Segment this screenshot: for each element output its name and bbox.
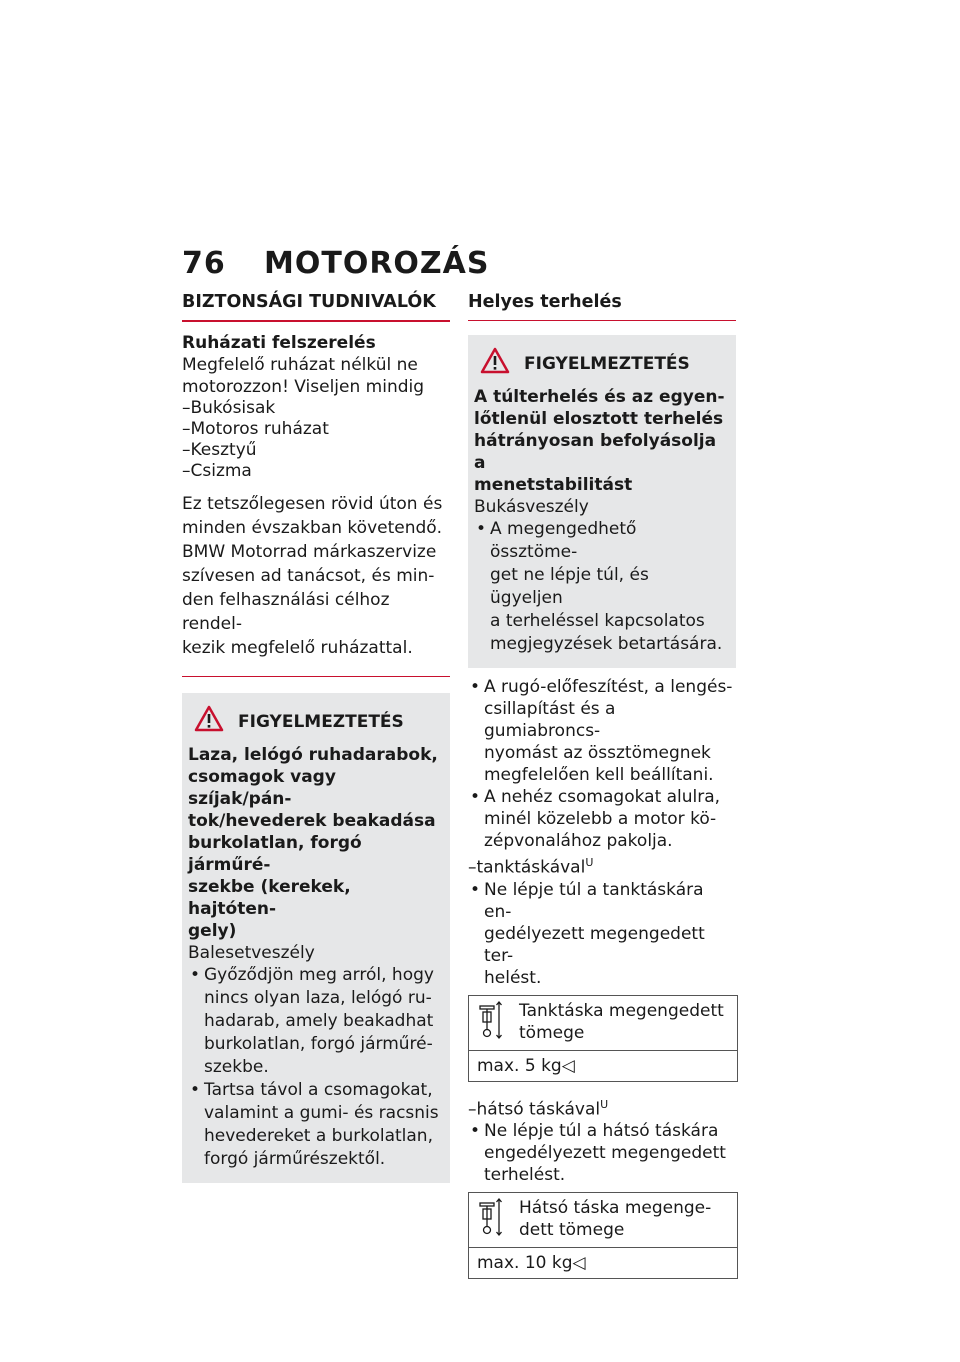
rear-bullets [468,1120,736,1186]
list-item [468,1120,736,1186]
bullet-line: szekbe. [204,1057,269,1077]
bullet-line: zépvonalához pakolja. [484,831,673,851]
dash-item: –Motoros ruházat [182,419,329,439]
warning-label: FIGYELMEZTETÉS [524,353,690,374]
dash-item-rear [468,1094,736,1121]
warning-text: A túlterhelés és az egyen- [474,387,725,407]
dash-item: –Kesztyű [182,440,257,460]
dash-item: –Csizma [182,461,252,481]
warning-text: Laza, lelógó ruhadarabok, [188,745,438,765]
warning-label: FIGYELMEZTETÉS [238,711,404,732]
spec-value: max. 5 kg◁ [477,1055,575,1076]
page-number: 76 [182,246,226,281]
dash-item-tank [468,852,736,879]
optional-mark: U [585,856,594,869]
bullet-line: • Ne lépje túl a hátsó táskára [484,1121,719,1142]
bullet-line: gedélyezett megengedett ter- [484,923,705,966]
section-title-safety: BIZTONSÁGI TUDNIVALÓK [182,292,450,322]
spec-label [519,1197,711,1241]
spec-header [469,1193,737,1248]
right-column [468,292,736,1279]
warning-text: burkolatlan, forgó járműré- [188,833,362,875]
bullet-line: • A megengedhető össztöme- [490,519,637,562]
bullet-line: csillapítást és a gumiabroncs- [484,699,616,741]
bullet-line: valamint a gumi- és racsnis [204,1103,439,1123]
spec-label [519,1000,724,1044]
dash-text: –tanktáskával [468,857,586,878]
weight-icon [477,1000,503,1044]
warning-header [474,347,726,380]
subhead-clothing: Ruházati felszerelés [182,333,376,353]
spec-box-rear [468,1192,738,1279]
bullet-line: • A nehéz csomagokat alulra, [484,787,721,807]
intro-line: motorozzon! Viseljen mindig [182,377,425,397]
list-item [468,676,736,786]
para-line: szívesen ad tanácsot, és min- [182,566,435,586]
warning-triangle-icon [480,347,510,380]
list-item [468,879,736,989]
bullet-line: get ne lépje túl, és ügyeljen [490,565,649,608]
bullet-line: • Tartsa távol a csomagokat, [204,1080,433,1100]
dash-text: –hátsó táskával [468,1099,601,1120]
list-item [468,786,736,852]
para-line: den felhasználási célhoz rendel- [182,590,390,634]
warning-header [188,705,440,738]
para-line: Ez tetszőlegesen rövid úton és [182,494,443,514]
spec-label-line: Hátsó táska megenge- [519,1198,712,1219]
warning-bullets [474,518,726,656]
dash-item: –Bukósisak [182,398,276,418]
optional-mark: U [600,1097,609,1111]
warning-box [182,693,450,1183]
list-item [188,1079,440,1171]
bullet-line: a terheléssel kapcsolatos [490,611,705,631]
bullet-line: burkolatlan, forgó járműré- [204,1034,433,1054]
loading-bullets [468,676,736,852]
bullet-line: • Ne lépje túl a tanktáskára en- [484,879,704,922]
spec-header [469,996,737,1051]
bullet-line: forgó járműrészektől. [204,1149,386,1169]
bullet-line: engedélyezett megengedett [484,1143,726,1164]
tank-bullets [468,879,736,989]
bullet-line: hevedereket a burkolatlan, [204,1126,433,1146]
danger-type: Bukásveszély [474,497,589,517]
warning-triangle-icon [194,705,224,738]
bullet-line: nincs olyan laza, lelógó ru- [204,988,432,1008]
bullet-line: • Győződjön meg arról, hogy [204,965,434,985]
para-line: kezik megfelelő ruházattal. [182,638,413,658]
warning-box [468,335,736,668]
bullet-line: nyomást az össztömegnek [484,743,711,763]
bullet-line: helést. [484,967,542,988]
bullet-line: hadarab, amely beakadhat [204,1011,434,1031]
paragraph [182,492,450,660]
spec-label-line: Tanktáska megengedett [519,1000,724,1021]
page-title: MOTOROZÁS [264,246,490,281]
warning-text: lőtlenül elosztott terhelés [474,409,724,429]
left-column [182,292,450,1183]
weight-icon [477,1197,503,1241]
bullet-line: megfelelően kell beállítani. [484,765,714,785]
spec-label-line: dett tömege [519,1220,625,1241]
warning-text: tok/hevederek beakadása [188,811,436,831]
spec-value: max. 10 kg◁ [477,1253,586,1274]
para-line: BMW Motorrad márkaszervize [182,542,437,562]
list-item [474,518,726,656]
section-divider [182,676,450,677]
intro-line: Megfelelő ruházat nélkül ne [182,355,418,375]
warning-text: szekbe (kerekek, hajtóten- [188,877,351,919]
bullet-line: • A rugó-előfeszítést, a lengés- [484,677,733,697]
danger-type: Balesetveszély [188,943,315,963]
list-item [188,964,440,1079]
section-title-loading: Helyes terhelés [468,292,736,321]
bullet-line: megjegyzések betartására. [490,634,723,654]
spec-box-tank [468,995,738,1082]
spec-label-line: tömege [519,1022,585,1043]
warning-bullets [188,964,440,1171]
warning-text: gely) [188,921,237,941]
warning-text: menetstabilitást [474,475,633,495]
bullet-line: terhelést. [484,1165,566,1186]
bullet-line: minél közelebb a motor kö- [484,809,717,829]
warning-text: hátrányosan befolyásolja a [474,431,717,473]
para-line: minden évszakban követendő. [182,518,443,538]
warning-text: csomagok vagy szíjak/pán- [188,767,336,809]
